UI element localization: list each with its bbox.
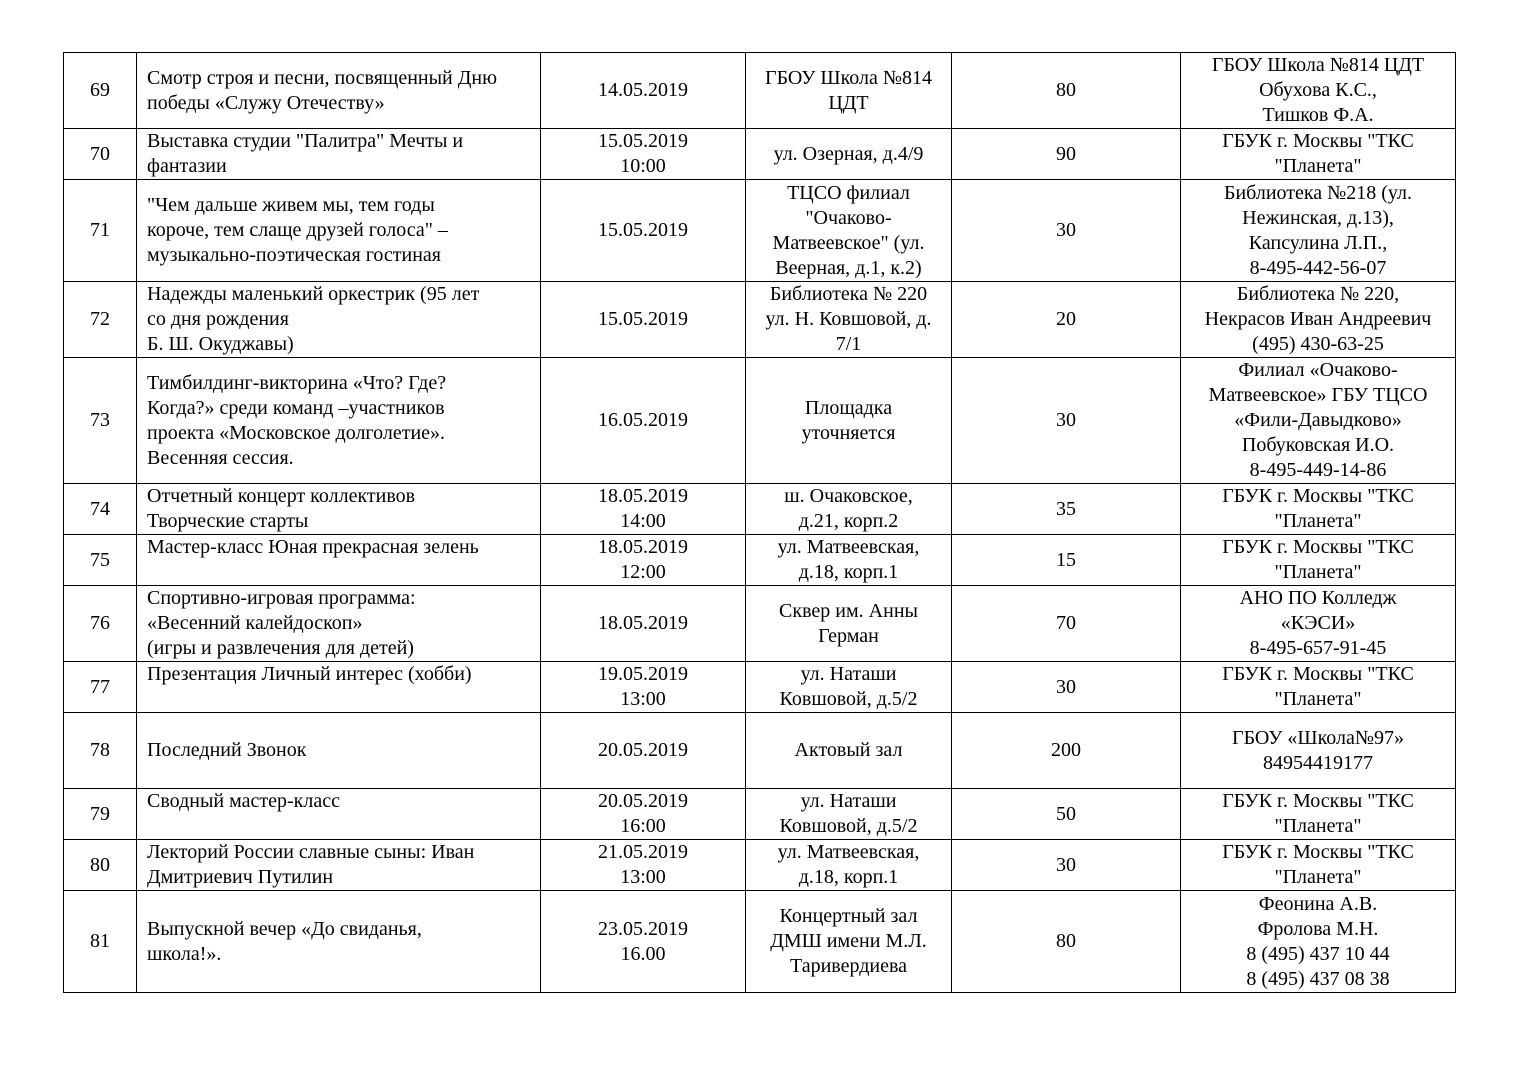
- event-place: Библиотека № 220 ул. Н. Ковшовой, д. 7/1: [746, 282, 952, 358]
- event-date: 21.05.2019 13:00: [541, 840, 746, 891]
- event-organizer: ГБУК г. Москвы "ТКС "Планета": [1181, 662, 1456, 713]
- row-number: 75: [64, 535, 137, 586]
- event-date: 23.05.2019 16.00: [541, 891, 746, 993]
- participant-count: 30: [952, 840, 1181, 891]
- event-organizer: АНО ПО Колледж «КЭСИ» 8-495-657-91-45: [1181, 586, 1456, 662]
- event-date: 14.05.2019: [541, 53, 746, 129]
- row-number: 76: [64, 586, 137, 662]
- table-row: [64, 282, 1456, 358]
- event-title: Отчетный концерт коллективов Творческие старты: [137, 484, 541, 535]
- event-organizer: ГБОУ «Школа№97» 84954419177: [1181, 713, 1456, 789]
- participant-count: 15: [952, 535, 1181, 586]
- event-title: Лекторий России славные сыны: Иван Дмитриевич Путилин: [137, 840, 541, 891]
- event-place: ул. Матвеевская, д.18, корп.1: [746, 840, 952, 891]
- event-place: ул. Наташи Ковшовой, д.5/2: [746, 662, 952, 713]
- event-date: 15.05.2019: [541, 180, 746, 282]
- event-date: 20.05.2019: [541, 713, 746, 789]
- row-number: 80: [64, 840, 137, 891]
- event-title: "Чем дальше живем мы, тем годы короче, тем слаще друзей голоса" – музыкально-поэтическая гостиная: [137, 180, 541, 282]
- table-row: [64, 840, 1456, 891]
- event-place: Площадка уточняется: [746, 358, 952, 484]
- participant-count: 80: [952, 891, 1181, 993]
- table-row: [64, 53, 1456, 129]
- events-table-body: [64, 53, 1456, 993]
- event-organizer: ГБОУ Школа №814 ЦДТ Обухова К.С., Тишков Ф.А.: [1181, 53, 1456, 129]
- row-number: 69: [64, 53, 137, 129]
- event-title: Сводный мастер-класс: [137, 789, 541, 840]
- event-date: 18.05.2019 14:00: [541, 484, 746, 535]
- event-date: 18.05.2019: [541, 586, 746, 662]
- participant-count: 30: [952, 662, 1181, 713]
- event-place: Концертный зал ДМШ имени М.Л. Таривердиева: [746, 891, 952, 993]
- event-title: Мастер-класс Юная прекрасная зелень: [137, 535, 541, 586]
- event-organizer: ГБУК г. Москвы "ТКС "Планета": [1181, 840, 1456, 891]
- table-row: [64, 586, 1456, 662]
- event-organizer: ГБУК г. Москвы "ТКС "Планета": [1181, 535, 1456, 586]
- participant-count: 35: [952, 484, 1181, 535]
- participant-count: 30: [952, 180, 1181, 282]
- event-title: Последний Звонок: [137, 713, 541, 789]
- table-row: [64, 180, 1456, 282]
- event-date: 16.05.2019: [541, 358, 746, 484]
- row-number: 74: [64, 484, 137, 535]
- participant-count: 20: [952, 282, 1181, 358]
- event-title: Надежды маленький оркестрик (95 лет со дня рождения Б. Ш. Окуджавы): [137, 282, 541, 358]
- events-table: [63, 52, 1456, 993]
- event-place: Актовый зал: [746, 713, 952, 789]
- table-row: [64, 662, 1456, 713]
- event-title: Презентация Личный интерес (хобби): [137, 662, 541, 713]
- event-organizer: ГБУК г. Москвы "ТКС "Планета": [1181, 484, 1456, 535]
- table-row: [64, 129, 1456, 180]
- table-row: [64, 713, 1456, 789]
- event-title: Тимбилдинг-викторина «Что? Где? Когда?» среди команд –участников проекта «Московское долголетие». Весенняя сессия.: [137, 358, 541, 484]
- event-title: Выставка студии "Палитра" Мечты и фантазии: [137, 129, 541, 180]
- participant-count: 70: [952, 586, 1181, 662]
- participant-count: 90: [952, 129, 1181, 180]
- table-row: [64, 789, 1456, 840]
- event-place: ул. Наташи Ковшовой, д.5/2: [746, 789, 952, 840]
- table-row: [64, 358, 1456, 484]
- event-date: 15.05.2019: [541, 282, 746, 358]
- row-number: 72: [64, 282, 137, 358]
- table-row: [64, 484, 1456, 535]
- row-number: 79: [64, 789, 137, 840]
- row-number: 73: [64, 358, 137, 484]
- event-date: 18.05.2019 12:00: [541, 535, 746, 586]
- row-number: 81: [64, 891, 137, 993]
- event-place: ГБОУ Школа №814 ЦДТ: [746, 53, 952, 129]
- row-number: 78: [64, 713, 137, 789]
- event-title: Смотр строя и песни, посвященный Дню победы «Служу Отечеству»: [137, 53, 541, 129]
- event-place: ТЦСО филиал "Очаково- Матвеевское" (ул. Веерная, д.1, к.2): [746, 180, 952, 282]
- event-organizer: Библиотека № 220, Некрасов Иван Андреевич (495) 430-63-25: [1181, 282, 1456, 358]
- event-organizer: Библиотека №218 (ул. Нежинская, д.13), Капсулина Л.П., 8-495-442-56-07: [1181, 180, 1456, 282]
- participant-count: 200: [952, 713, 1181, 789]
- event-date: 20.05.2019 16:00: [541, 789, 746, 840]
- event-place: ул. Матвеевская, д.18, корп.1: [746, 535, 952, 586]
- row-number: 77: [64, 662, 137, 713]
- participant-count: 30: [952, 358, 1181, 484]
- event-place: ш. Очаковское, д.21, корп.2: [746, 484, 952, 535]
- event-organizer: ГБУК г. Москвы "ТКС "Планета": [1181, 129, 1456, 180]
- event-place: Сквер им. Анны Герман: [746, 586, 952, 662]
- row-number: 71: [64, 180, 137, 282]
- event-organizer: Феонина А.В. Фролова М.Н. 8 (495) 437 10 44 8 (495) 437 08 38: [1181, 891, 1456, 993]
- table-row: [64, 891, 1456, 993]
- event-organizer: Филиал «Очаково- Матвеевское» ГБУ ТЦСО «Фили-Давыдково» Побуковская И.О. 8-495-449-14-86: [1181, 358, 1456, 484]
- table-row: [64, 535, 1456, 586]
- event-title: Выпускной вечер «До свиданья, школа!».: [137, 891, 541, 993]
- event-organizer: ГБУК г. Москвы "ТКС "Планета": [1181, 789, 1456, 840]
- participant-count: 50: [952, 789, 1181, 840]
- event-date: 15.05.2019 10:00: [541, 129, 746, 180]
- event-title: Спортивно-игровая программа: «Весенний калейдоскоп» (игры и развлечения для детей): [137, 586, 541, 662]
- participant-count: 80: [952, 53, 1181, 129]
- row-number: 70: [64, 129, 137, 180]
- event-date: 19.05.2019 13:00: [541, 662, 746, 713]
- event-place: ул. Озерная, д.4/9: [746, 129, 952, 180]
